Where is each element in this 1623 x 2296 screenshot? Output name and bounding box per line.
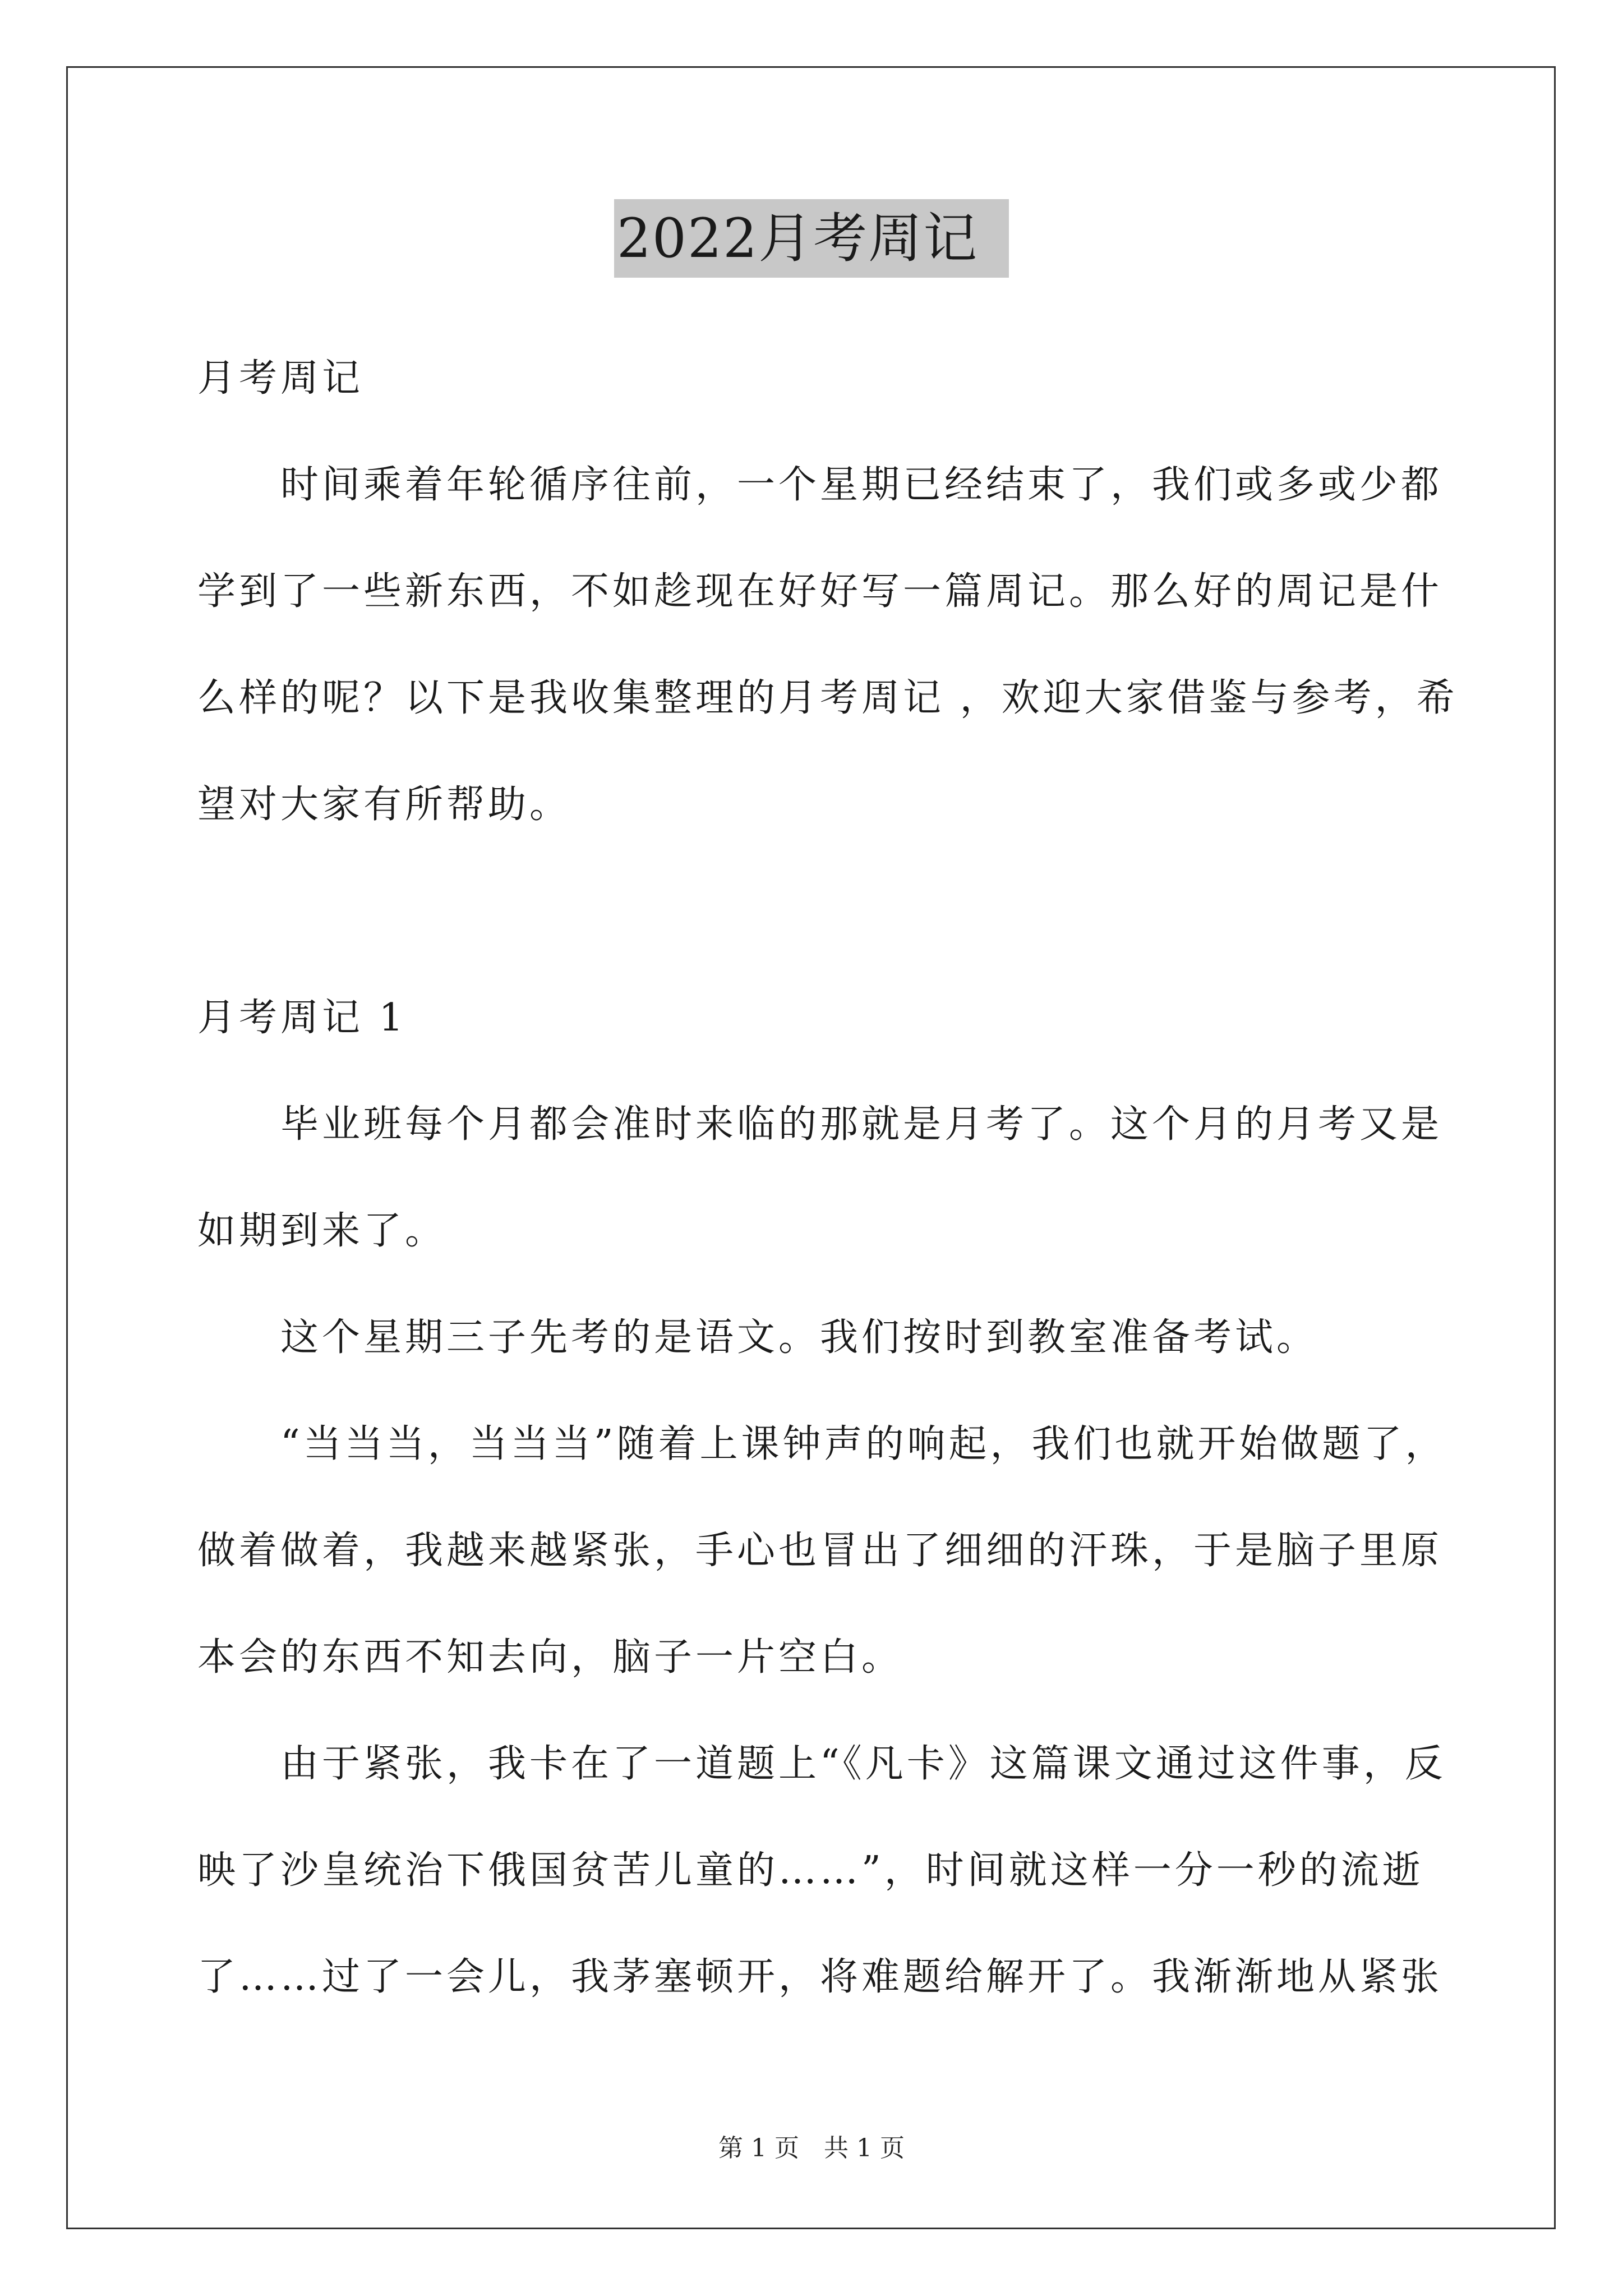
body-line: 么样的呢？以下是我收集整理的月考周记 ，欢迎大家借鉴与参考，希 [197, 676, 1458, 720]
page-footer: 第 1 页 共 1 页 [718, 2134, 905, 2162]
body-line: 月考周记 1 [197, 996, 407, 1040]
body-line: 本会的东西不知去向，脑子一片空白。 [197, 1635, 903, 1680]
body-line: 由于紧张，我卡在了一道题上“《凡卡》这篇课文通过这件事，反 [280, 1742, 1446, 1786]
body-line: 做着做着，我越来越紧张，手心也冒出了细细的汗珠，于是脑子里原 [197, 1529, 1443, 1573]
document-body [197, 348, 1458, 2053]
body-line: 时间乘着年轮循序往前，一个星期已经结束了，我们或多或少都 [280, 463, 1443, 507]
body-line: 望对大家有所帮助。 [197, 783, 571, 827]
body-line: 月考周记 [197, 356, 364, 401]
body-line: “当当当，当当当”随着上课钟声的响起，我们也就开始做题了， [280, 1422, 1447, 1466]
title-container [0, 199, 1623, 278]
document-title: 2022月考周记 [614, 199, 1009, 278]
body-line: 映了沙皇统治下俄国贫苦儿童的……”，时间就这样一分一秒的流逝 [197, 1848, 1424, 1893]
body-line: 学到了一些新东西，不如趁现在好好写一篇周记。那么好的周记是什 [197, 569, 1443, 614]
blank-line [197, 881, 1437, 987]
body-line: 如期到来了。 [197, 1209, 447, 1253]
body-line: 毕业班每个月都会准时来临的那就是月考了。这个月的月考又是 [280, 1102, 1443, 1147]
body-line: 这个星期三子先考的是语文。我们按时到教室准备考试。 [280, 1315, 1318, 1360]
body-line: 了……过了一会儿，我茅塞顿开，将难题给解开了。我渐渐地从紧张 [197, 1955, 1443, 1999]
